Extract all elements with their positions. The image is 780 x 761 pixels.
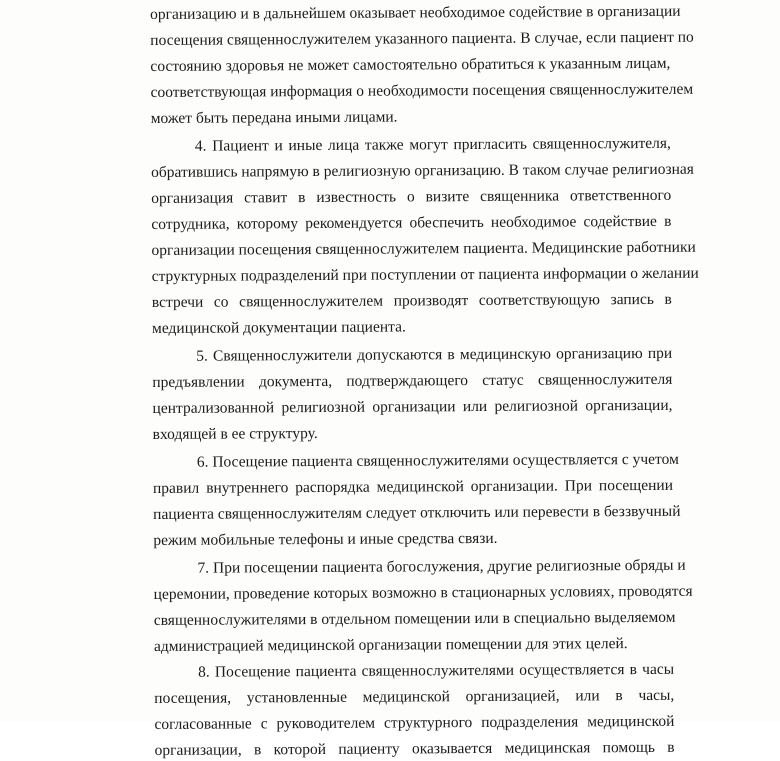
text-line: правил внутреннего распорядка медицинской организации. При посещении (152, 476, 674, 497)
text-line: централизованной религиозной организации или религиозной организации, (152, 396, 673, 417)
paragraph-8-start: 8. Посещение пациента священнослужителями осуществляется в часы (198, 660, 675, 681)
text-line: медицинской документации пациента. (151, 318, 406, 337)
text-line: организация ставит в известность о визите священника ответственного (151, 186, 672, 207)
text-line: священнослужителями в отдельном помещении или в специально выделяемом (153, 608, 676, 629)
text-line: соответствующая информация о необходимости посещения священнослужителем (150, 80, 694, 101)
paragraph-7-start: 7. При посещении пациента богослужения, другие религиозные обряды и (197, 556, 686, 577)
text-line: организации, в которой пациенту оказывается медицинская помощь в (154, 738, 675, 759)
text-line: входящей в ее структуру. (152, 424, 318, 443)
paragraph-4-start: 4. Пациент и иные лица также могут пригласить священнослужителя, (194, 134, 671, 155)
text-line: посещения священнослужителем указанного пациента. В случае, если пациент по (150, 28, 694, 49)
text-line: пациента священнослужителям следует отключить или перевести в беззвучный (153, 502, 681, 523)
text-line: встречи со священнослужителем производят соответствующую запись в (151, 290, 672, 311)
text-line: сотрудника, которому рекомендуется обеспечить необходимое содействие в (151, 212, 672, 233)
text-line: администрацией медицинской организации помещении для этих целей. (153, 635, 628, 655)
text-line: согласованные с руководителем структурного подразделения медицинской (154, 712, 675, 733)
text-line: организации посещения священнослужителем пациента. Медицинские работники (151, 238, 696, 259)
paragraph-5-start: 5. Священнослужители допускаются в медицинскую организацию при (196, 344, 673, 365)
text-line: может быть передана иными лицами. (150, 108, 398, 127)
text-line: церемонии, проведение которых возможно в стационарных условиях, проводятся (153, 582, 693, 603)
paragraph-6-start: 6. Посещение пациента священнослужителями осуществляется с учетом (196, 450, 679, 471)
text-line: обратившись напрямую в религиозную организацию. В таком случае религиозная (151, 160, 694, 181)
text-line: режим мобильные телефоны и иные средства связи. (153, 529, 498, 549)
text-line: состоянию здоровья не может самостоятельно обратиться к указанным лицам, (150, 54, 671, 75)
text-line: организацию и в дальнейшем оказывает необходимое содействие в организации (150, 2, 681, 23)
text-line: посещения, установленные медицинской организацией, или в часы, (154, 686, 675, 707)
text-line: предъявлении документа, подтверждающего статус священнослужителя (152, 370, 673, 391)
text-line: структурных подразделений при поступлении от пациента информации о желании (151, 264, 699, 285)
